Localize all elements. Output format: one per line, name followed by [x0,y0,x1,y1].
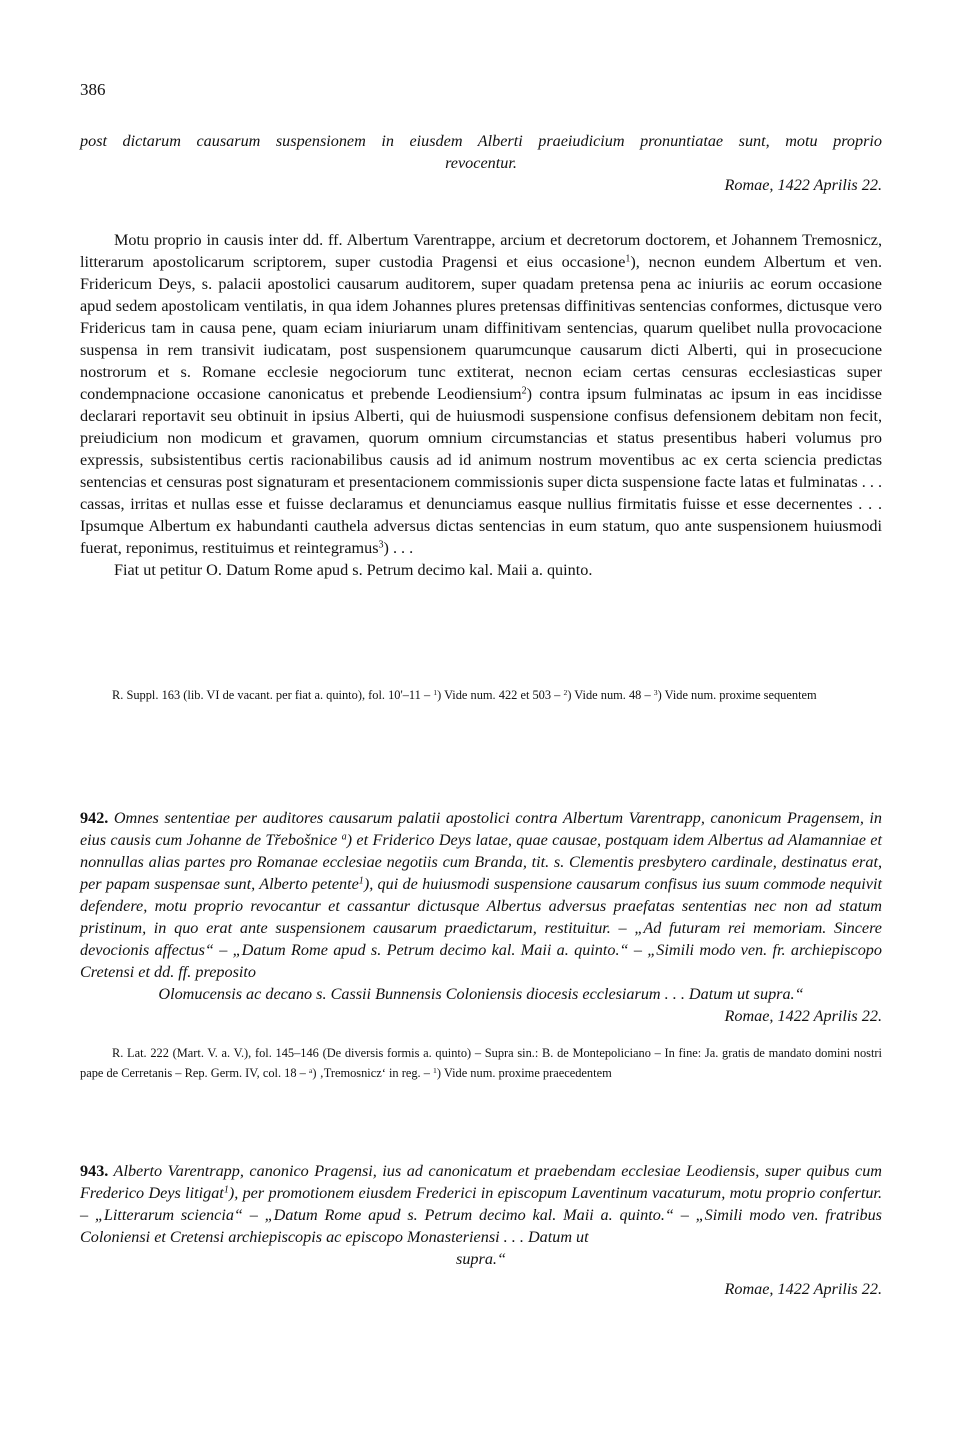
footnote-942: R. Lat. 222 (Mart. V. a. V.), fol. 145–146 (De diversis formis a. quinto) – Supra sin.: B. de Montepoliciano – In fine: Ja. gratis de mandato domini nostri pape de Cerretanis – Rep. Germ. IV, col. 18 – $^a$) ‚Tremosnicz‘ in reg. – $^1$) Vide num. proxime praecedentem [80,1046,882,1080]
page-number: 386 [80,80,106,99]
main-paragraph-1: Motu proprio in causis inter dd. ff. Albertum Varentrappe, arcium et decretorum doctorem, et Johannem Tremosnicz, litterarum apostolicarum scriptorem, super custodia Pragensi et eius occasione$^1$), necnon eundem Albertum et ven. Fridericum Deys, s. palacii apostolici causarum auditorem, super quadam pretensa pena ac iniuriis ac eorum occasione apud sedem apostolicam ventilatis, in qua idem Johannes plures pretensas diffinitivas sentencias conformes, dictusque vero Fridericus tam in causa pene, quam eciam iniuriarum unam diffinitivam sentencias, quarum quelibet nulla provocacione suspensa in rem transivit iudicatam, post suspensionem quarumcunque causarum dicti Alberti, qui in prosecucione nostrorum et s. Romane ecclesie negociorum tunc extiterat, necnon eciam certas censuras ecclesiasticas super condempnacione occasione canonicatus et prebende Leodiensium$^2$) contra ipsum fulminatas ac ipsum in eas incidisse declarari reportavit seu obtinuit in ipsius Alberti, qui de huiusmodi suspensione confisus defensionem debitam non fecit, preiudicium non modicum et gravamen, quorum omnium circumstancias et status presentibus haberi volumus pro expressis, subsistentibus certis racionabilibus causis ad id animum nostrum moventibus ac ex certa sciencia predictas sentencias et censuras post signaturam et presentacionem commissionis super dicta suspensione facte latas et fulminatas . . . cassas, irritas et nullas esse et fuisse declaramus et denunciamus easque nullius firmitatis fuisse et esse decernentes . . . Ipsumque Albertum ex habundanti cauthela adversus dictas sentencias in eum statum, quo ante suspensionem huiusmodi fuerat, reponimus, restituimus et reintegramus$^3$) . . . [80,231,882,557]
entry-942-dateline: Romae, 1422 Aprilis 22. [724,1007,882,1025]
entry-number: 943. [80,1162,109,1180]
entry-943 [80,1160,882,1300]
entry-942 [80,807,882,1027]
entry-943-last-line: supra.“ [456,1250,506,1268]
carryover-summary [80,130,882,196]
entry-942-summary: 942. Omnes sententiae per auditores causarum palatii apostolici contra Albertum Varentrapp, canonicum Pragensem, in eius causis cum Johanne de Třebošnice $^a$) et Friderico Deys latae, quae causae, postquam idem Albertus ad Alamanniae et nonnullas alias partes pro Romanae ecclesiae negotiis cum Branda, tit. s. Clementis presbytero cardinale, destinatus erat, per papam suspensae sunt, Alberto petente$^1$), qui de huiusmodi suspensione causarum confisus ius suum commode nequivit defendere, motu proprio revocantur et cassantur dictusque Albertus adversus praefatas sententias nec non ad statum pristinum, in quo erat ante suspensionem causarum praedictarum, restituitur. – „Ad futuram rei memoriam. Sincere devocionis affectus“ – „Datum Rome apud s. Petrum decimo kal. Maii a. quinto.“ – „Simili modo ven. fr. archiepiscopo Cretensi et dd. ff. preposito [80,809,882,981]
footnote-941: R. Suppl. 163 (lib. VI de vacant. per fiat a. quinto), fol. 10'–11 – $^1$) Vide num. 422 et 503 – $^2$) Vide num. 48 – $^3$) Vide num. proxime sequentem [112,687,817,702]
entry-942-last-line: Olomucensis ac decano s. Cassii Bunnensis Coloniensis diocesis ecclesiarum . . . Datum ut supra.“ [158,985,804,1003]
carryover-last-line: revocentur. [445,154,517,172]
main-text [80,229,882,581]
entry-943-summary: 943. Alberto Varentrapp, canonico Pragensi, ius ad canonicatum et praebendam ecclesiae Leodiensis, super quibus cum Frederico Deys litigat$^1$), per promotionem eiusdem Frederici in episcopum Laventinum vacaturum, motu proprio confertur. – „Litterarum sciencia“ – „Datum Rome apud s. Petrum decimo kal. Maii a. quinto.“ – „Simili modo ven. fratribus Coloniensi et Cretensi archiepiscopis ac episcopo Monasteriensi . . . Datum ut [80,1162,882,1246]
main-paragraph-2: Fiat ut petitur O. Datum Rome apud s. Petrum decimo kal. Maii a. quinto. [114,561,593,579]
entry-number: 942. [80,809,109,827]
carryover-line: post dictarum causarum suspensionem in eiusdem Alberti praeiudicium pronuntiatae sunt, motu proprio [80,132,882,150]
carryover-dateline: Romae, 1422 Aprilis 22. [724,176,882,194]
entry-943-dateline: Romae, 1422 Aprilis 22. [724,1280,882,1298]
